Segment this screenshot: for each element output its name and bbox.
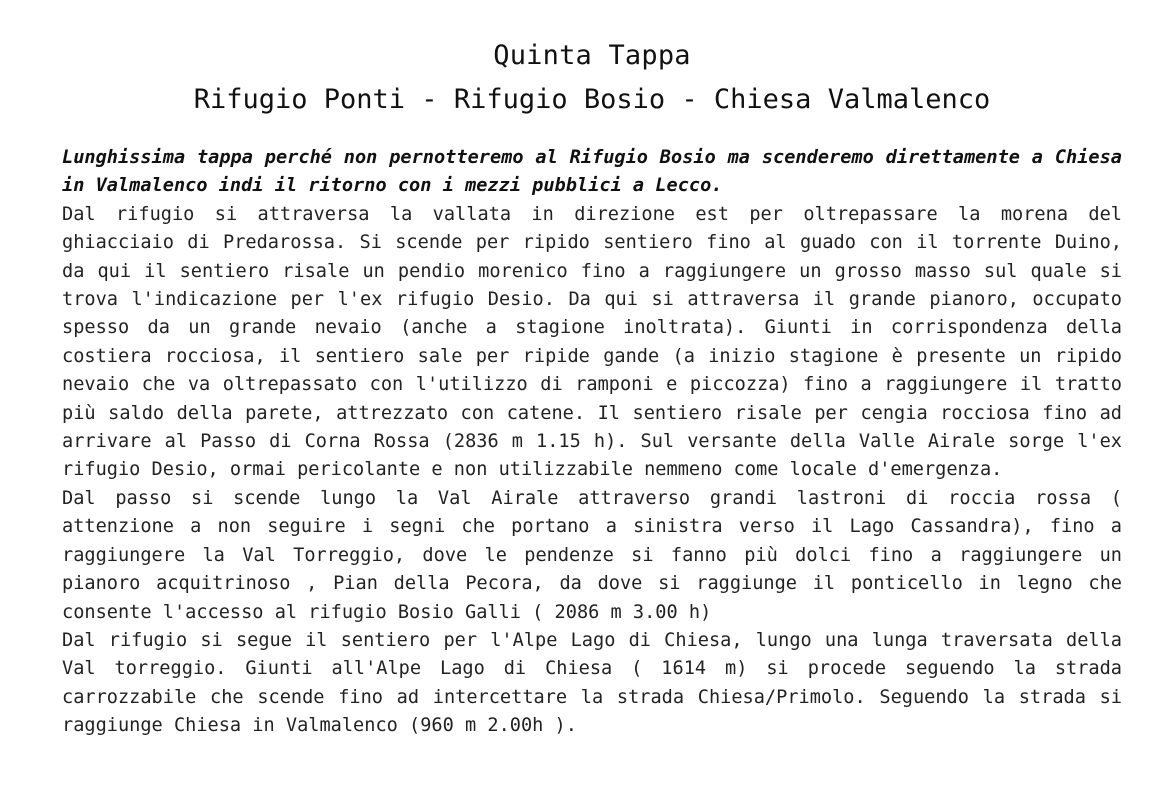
paragraph-descent-val-airale: Dal passo si scende lungo la Val Airale attraverso grandi lastroni di roccia rossa ( attenzione a non seguire i segni che portano a sinistra verso il Lago Cassandra), fino a raggiungere la Val Torreggio, dove le pendenze si fanno più dolci fino a raggiungere un pianoro acquitrinoso , Pian della Pecora, da dove si raggiunge il ponticello in legno che consente l'accesso al rifugio Bosio Galli ( 2086 m 3.00 h) bbox=[62, 487, 1122, 623]
paragraph-descent-chiesa: Dal rifugio si segue il sentiero per l'Alpe Lago di Chiesa, lungo una lunga traversata della Val torreggio. Giunti all'Alpe Lago di Chiesa ( 1614 m) si procede seguendo la strada carrozzabile che scende fino ad intercettare la strada Chiesa/Primolo. Seguendo la strada si raggiunge Chiesa in Valmalenco (960 m 2.00h ). bbox=[62, 629, 1122, 737]
route-title: Rifugio Ponti - Rifugio Bosio - Chiesa Valmalenco bbox=[193, 84, 991, 115]
stage-title: Quinta Tappa bbox=[493, 40, 691, 71]
paragraph-ascent-corna-rossa: Dal rifugio si attraversa la vallata in direzione est per oltrepassare la morena del ghiacciaio di Predarossa. Si scende per ripido sentiero fino al guado con il torrente Duino, da qui il sentiero risale un pendio morenico fino a raggiungere un grosso masso sul quale si trova l'indicazione per l'ex rifugio Desio. Da qui si attraversa il grande pianoro, occupato spesso da un grande nevaio (anche a stagione inoltrata). Giunti in corrispondenza della costiera rocciosa, il sentiero sale per ripide gande (a inizio stagione è presente un ripido nevaio che va oltrepassato con l'utilizzo di ramponi e piccozza) fino a raggiungere il tratto più saldo della parete, attrezzato con catene. Il sentiero risale per cengia rocciosa fino ad arrivare al Passo di Corna Rossa (2836 m 1.15 h). Sul versante della Valle Airale sorge l'ex rifugio Desio, ormai pericolante e non utilizzabile nemmeno come locale d'emergenza. bbox=[62, 203, 1122, 481]
title-block bbox=[62, 34, 1122, 122]
document-body bbox=[62, 144, 1122, 741]
intro-paragraph: Lunghissima tappa perché non pernotteremo al Rifugio Bosio ma scenderemo direttamente a Chiesa in Valmalenco indi il ritorno con i mezzi pubblici a Lecco. bbox=[62, 147, 1122, 197]
